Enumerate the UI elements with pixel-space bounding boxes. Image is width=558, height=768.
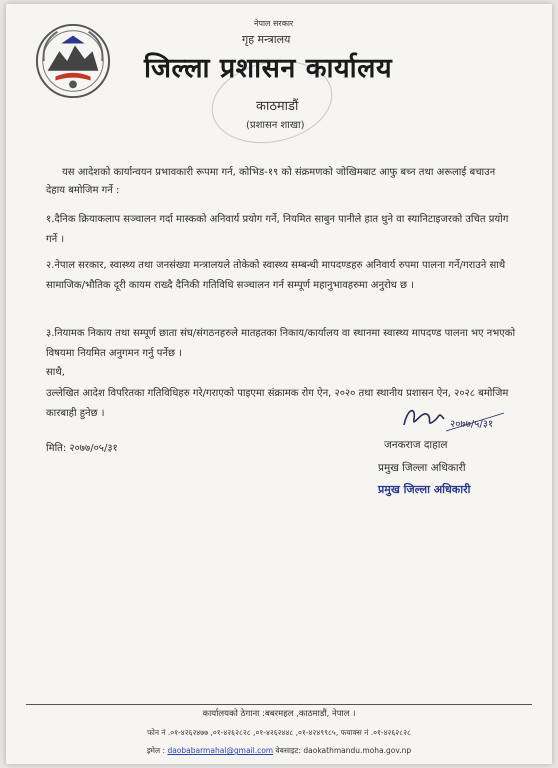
- email-label: इमेल :: [146, 746, 166, 755]
- nepal-emblem-icon: [34, 22, 112, 100]
- signature-note: २०७७/५/३१: [450, 419, 494, 430]
- order-item: १.दैनिक क्रियाकलाप सञ्चालन गर्दा मास्कको अनिवार्य प्रयोग गर्ने, नियमित साबुन पानीले हात धुने वा स्यानिटाइजरको उचित प्रयोग गर्ने ।: [46, 214, 509, 245]
- ministry-label: गृह मन्त्रालय: [242, 33, 291, 46]
- date-label: मिति: २०७७/०५/३१: [46, 443, 118, 454]
- branch-label: (प्रशासन शाखा): [246, 120, 305, 131]
- footer-divider: [26, 704, 532, 705]
- district-label: काठमाडौं: [256, 99, 299, 114]
- order-item: ३.नियामक निकाय तथा सम्पूर्ण छाता संघ/संगठनहरुले मातहतका निकाय/कार्यालय वा स्थानमा स्वास्थ्य मापदण्ड पालना भए नभएको विषयमा नियमित अनुगमन गर्नु पर्नेछ ।: [46, 328, 516, 359]
- footer-contacts: [6, 746, 552, 756]
- footer-phones: फोन नं .०१-४२६२४७७ ,०१-४२६२८२८ ,०१-४२६२४४८ ,०१-४२४९९८५, फयाक्स नं .०१-४२६२८२८: [147, 728, 411, 737]
- order-item: २.नेपाल सरकार, स्वास्थ्य तथा जनसंख्या मन्त्रालयले तोकेको स्वास्थ्य सम्बन्धी मापदण्डहरु अनिवार्य रुपमा पालना गर्ने/गराउने साथै सामाजिक/भौतिक दूरी कायम राख्दै दैनिकी गतिविधि सञ्चालन गर्न सम्पूर्ण महानुभावहरुमा अनुरोध छ ।: [46, 260, 506, 291]
- footer-address: कार्यालयको ठेगाना :बबरमहल ,काठमाडौं, नेपाल ।: [202, 709, 356, 719]
- signatory-name: जनकराज दाहाल: [384, 439, 448, 451]
- document-page: [6, 4, 552, 764]
- website-link[interactable]: daokathmandu.moha.gov.np: [303, 746, 412, 755]
- also-label: साथै,: [46, 367, 65, 378]
- office-title: जिल्ला प्रशासन कार्यालय: [144, 53, 393, 84]
- signature-image: [398, 399, 508, 435]
- website-label: वेबसाइट:: [275, 746, 301, 755]
- email-link[interactable]: daobabarmahal@gmail.com: [167, 746, 274, 755]
- intro-paragraph: यस आदेशको कार्यान्वयन प्रभावकारी रूपमा गर्न, कोभिड-१९ को संक्रमणको जोखिमबाट आफु बच्न तथा अरूलाई बचाउन देहाय बमोजिम गर्ने :: [46, 167, 496, 196]
- signatory-title: प्रमुख जिल्ला अधिकारी: [378, 462, 466, 474]
- final-paragraph: उल्लेखित आदेश विपरितका गतिविधिहरु गरे/गराएको पाइएमा संक्रामक रोग ऐन, २०२० तथा स्थानीय प्रशासन ऐन, २०२८ बमोजिम कारबाही हुनेछ ।: [46, 388, 509, 419]
- signatory-stamp: प्रमुख जिल्ला अधिकारी: [378, 483, 471, 496]
- government-label: नेपाल सरकार: [254, 19, 294, 28]
